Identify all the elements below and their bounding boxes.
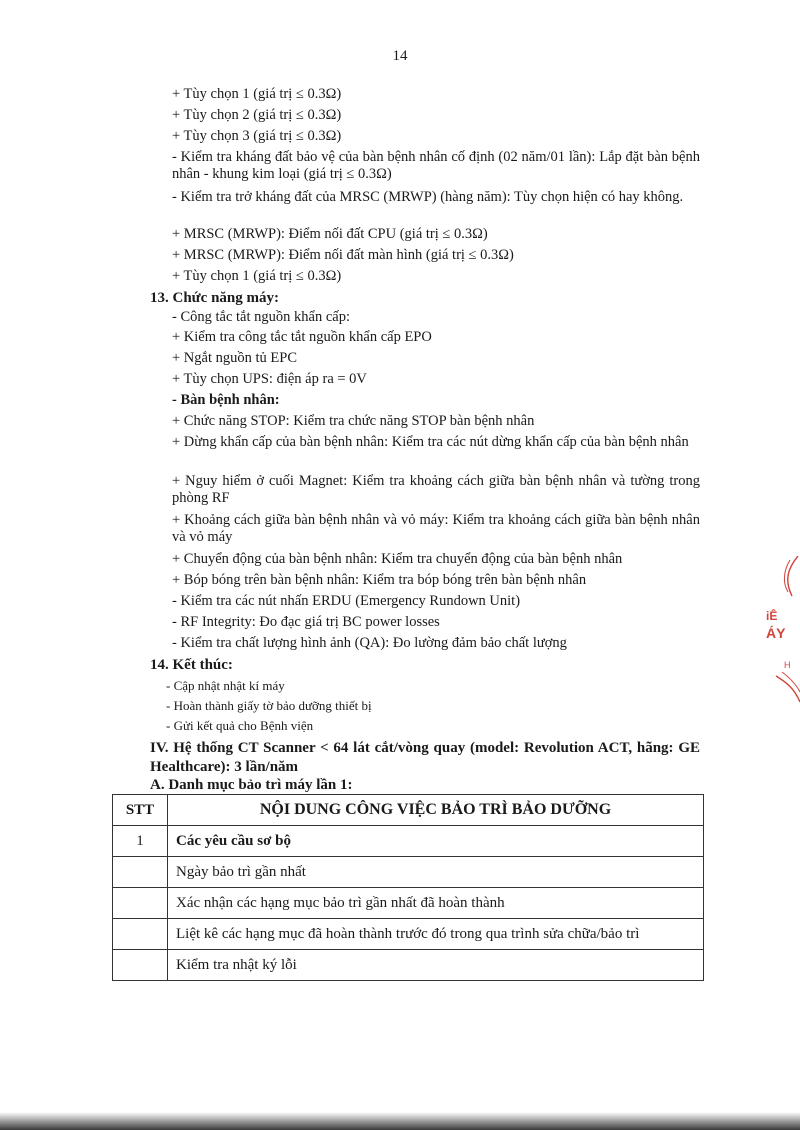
emergency-stop-label: + Dừng khẩn cấp của bàn bệnh nhân bbox=[172, 434, 385, 450]
patient-table-title: - Bàn bệnh nhân: bbox=[172, 392, 280, 408]
red-seal-stamp bbox=[762, 556, 800, 706]
table-distance-label: + Khoảng cách giữa bàn bệnh nhân và vỏ máy bbox=[172, 512, 445, 528]
row-stt-empty bbox=[113, 857, 168, 888]
stamp-fragment-2: ÁY bbox=[766, 625, 786, 641]
magnet-danger-label: + Nguy hiểm ở cuối Magnet bbox=[172, 473, 344, 489]
row-content: Ngày bảo trì gần nhất bbox=[168, 857, 704, 888]
scan-edge-shadow bbox=[0, 1112, 800, 1130]
magnet-danger-paragraph bbox=[172, 473, 700, 507]
table-row bbox=[113, 888, 704, 919]
bulb-line bbox=[172, 572, 586, 589]
stamp-fragment-3: H bbox=[784, 660, 791, 670]
section-14-title: 14. Kết thúc: bbox=[150, 657, 233, 673]
emergency-item-epo: + Kiểm tra công tắc tắt nguồn khẩn cấp EPO bbox=[172, 329, 432, 345]
page-number: 14 bbox=[392, 48, 408, 64]
section-iv-title: IV. Hệ thống CT Scanner < 64 lát cắt/vòng quay (model: Revolution ACT, hãng: GE Healthcare): 3 lần/năm bbox=[150, 740, 700, 775]
rf-integrity-line bbox=[172, 614, 440, 631]
option-2-line: + Tùy chọn 2 (giá trị ≤ 0.3Ω) bbox=[172, 107, 342, 123]
table-row bbox=[113, 857, 704, 888]
magnet-danger-text: : Kiểm tra khoảng cách giữa bàn bệnh nhân và tường trong phòng RF bbox=[172, 473, 700, 506]
row-stt-empty bbox=[113, 888, 168, 919]
section-a-title: A. Danh mục bảo trì máy lần 1: bbox=[150, 777, 353, 793]
mrsc-option-1-line: + Tùy chọn 1 (giá trị ≤ 0.3Ω) bbox=[172, 268, 342, 284]
emergency-stop-text: : Kiểm tra các nút dừng khẩn cấp của bàn bệnh nhân bbox=[384, 434, 689, 450]
maintenance-table bbox=[112, 794, 704, 981]
table-header-row bbox=[113, 795, 704, 826]
row-content: Kiểm tra nhật ký lỗi bbox=[168, 950, 704, 981]
table-row bbox=[113, 950, 704, 981]
table-motion-text: : Kiểm tra chuyển động của bàn bệnh nhân bbox=[373, 551, 623, 567]
bulb-text: : Kiểm tra bóp bóng trên bàn bệnh nhân bbox=[354, 572, 587, 588]
patient-table-ground-paragraph: - Kiểm tra kháng đất bảo vệ của bàn bệnh nhân cố định (02 năm/01 lần): Lắp đặt bàn bệnh nhân - khung kim loại (giá trị ≤ 0.3Ω) bbox=[172, 149, 700, 182]
emergency-item-epc: + Ngắt nguồn tủ EPC bbox=[172, 350, 297, 366]
row-stt: 1 bbox=[113, 826, 168, 857]
stop-function-line bbox=[172, 413, 534, 430]
emergency-switch-title: - Công tắc tắt nguồn khẩn cấp: bbox=[172, 309, 350, 325]
stamp-fragment-1: iÊ bbox=[766, 609, 778, 623]
row-content: Liệt kê các hạng mục đã hoàn thành trước đó trong qua trình sửa chữa/bảo trì bbox=[168, 919, 704, 950]
qa-line: - Kiểm tra chất lượng hình ảnh (QA): Đo lường đảm bảo chất lượng bbox=[172, 635, 567, 651]
finish-item-report: - Gửi kết quả cho Bệnh viện bbox=[166, 718, 314, 733]
table-motion-line bbox=[172, 551, 622, 568]
row-stt-empty bbox=[113, 919, 168, 950]
option-3-line: + Tùy chọn 3 (giá trị ≤ 0.3Ω) bbox=[172, 128, 342, 144]
emergency-item-ups: + Tùy chọn UPS: điện áp ra = 0V bbox=[172, 371, 367, 387]
rf-integrity-label: - RF Integrity bbox=[172, 614, 252, 630]
stop-function-text: : Kiểm tra chức năng STOP bàn bệnh nhân bbox=[285, 413, 535, 429]
mrsc-monitor-line: + MRSC (MRWP): Điểm nối đất màn hình (giá trị ≤ 0.3Ω) bbox=[172, 247, 514, 263]
table-distance-paragraph bbox=[172, 512, 700, 546]
finish-item-log: - Cập nhật nhật kí máy bbox=[166, 678, 285, 693]
header-stt: STT bbox=[113, 795, 168, 826]
finish-item-paperwork: - Hoàn thành giấy tờ bảo dưỡng thiết bị bbox=[166, 698, 372, 713]
mrsc-paragraph: - Kiểm tra trở kháng đất của MRSC (MRWP) (hàng năm): Tùy chọn hiện có hay không. bbox=[172, 189, 684, 205]
row-content: Xác nhận các hạng mục bảo trì gần nhất đã hoàn thành bbox=[168, 888, 704, 919]
bulb-label: + Bóp bóng trên bàn bệnh nhân bbox=[172, 572, 355, 588]
row-content-title: Các yêu cầu sơ bộ bbox=[168, 826, 704, 857]
rf-integrity-text: : Đo đạc giá trị BC power losses bbox=[251, 614, 440, 630]
table-row bbox=[113, 826, 704, 857]
row-stt-empty bbox=[113, 950, 168, 981]
emergency-stop-paragraph bbox=[172, 434, 700, 451]
table-motion-label: + Chuyển động của bàn bệnh nhân bbox=[172, 551, 374, 567]
option-1-line: + Tùy chọn 1 (giá trị ≤ 0.3Ω) bbox=[172, 86, 342, 102]
erdu-line: - Kiểm tra các nút nhấn ERDU (Emergency Rundown Unit) bbox=[172, 593, 521, 609]
table-distance-text: : Kiểm tra khoảng cách giữa bàn bệnh nhân và vỏ máy bbox=[172, 512, 700, 545]
stop-function-label: + Chức năng STOP bbox=[172, 413, 286, 429]
header-content: NỘI DUNG CÔNG VIỆC BẢO TRÌ BẢO DƯỠNG bbox=[168, 795, 704, 826]
table-row bbox=[113, 919, 704, 950]
section-13-title: 13. Chức năng máy: bbox=[150, 290, 280, 306]
mrsc-cpu-line: + MRSC (MRWP): Điểm nối đất CPU (giá trị ≤ 0.3Ω) bbox=[172, 226, 488, 242]
